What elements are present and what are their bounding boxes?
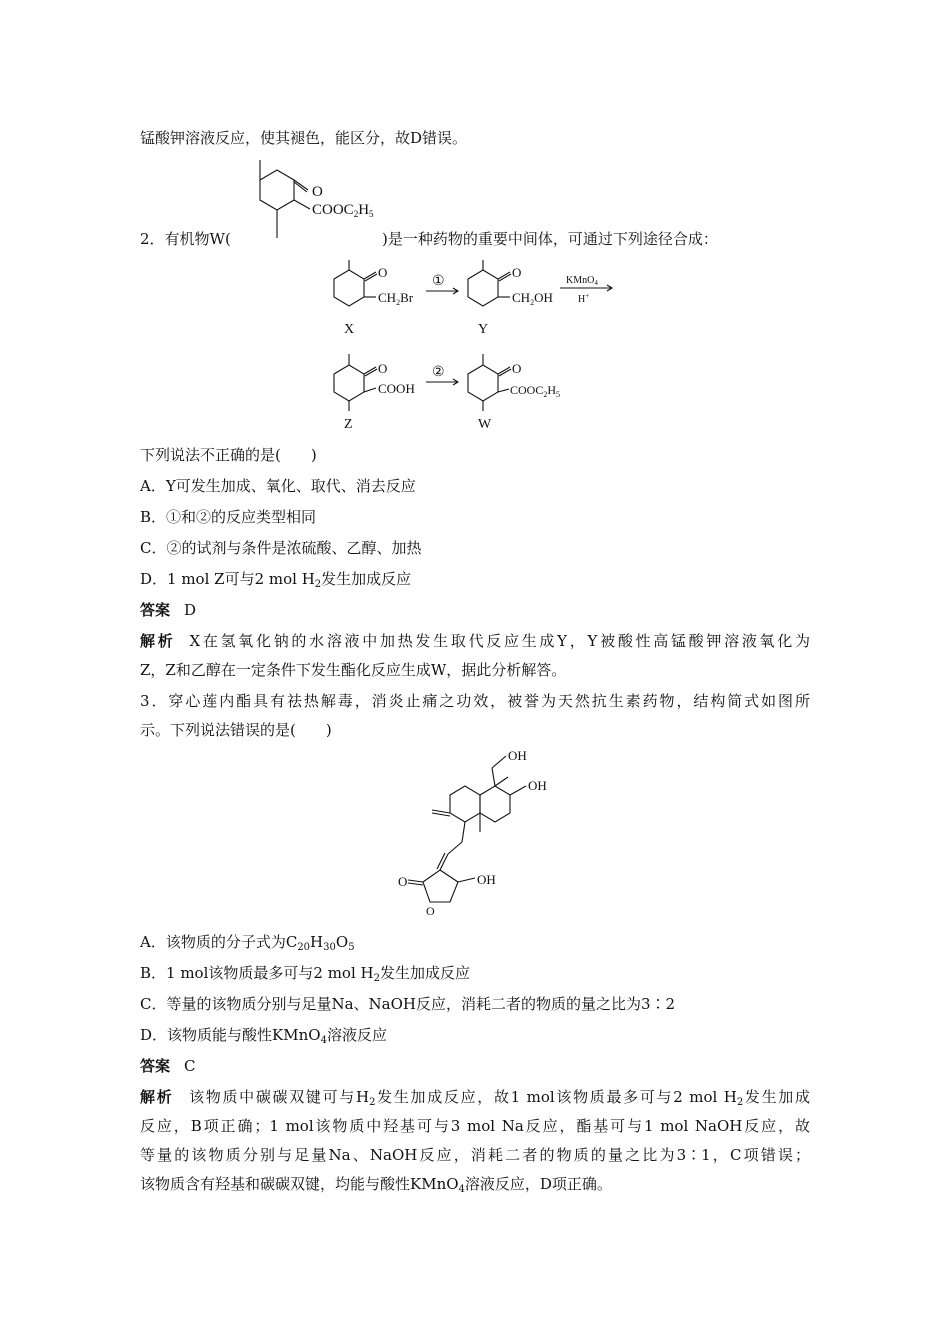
svg-text:O: O (378, 361, 388, 376)
svg-text:COOH: COOH (378, 381, 415, 396)
svg-text:O: O (512, 265, 522, 280)
q3-stem-line-1: 3．穿心莲内酯具有祛热解毒，消炎止痛之功效，被誉为天然抗生素药物，结构简式如图所 (140, 692, 810, 710)
q3-analysis-line-2: 反应，B项正确；1 mol该物质中羟基可与3 mol Na反应，酯基可与1 mol NaOH反应，故 (140, 1117, 810, 1135)
svg-text:O: O (426, 904, 435, 918)
q3-analysis-line-3: 等量的该物质分别与足量Na、NaOH反应，消耗二者的物质的量之比为3∶1，C项错误； (140, 1146, 810, 1164)
q3-stem-line-2: 示。下列说法错误的是( ) (140, 721, 332, 739)
step-2-label: ② (432, 365, 445, 380)
q3-option-a: A．该物质的分子式为$C_{20}H_{30}O_5$ (140, 933, 355, 953)
q2-stem-end: )是一种药物的重要中间体，可通过下列途径合成： (382, 230, 718, 248)
svg-text:O: O (512, 361, 522, 376)
compound-x-structure (334, 260, 414, 337)
q2-answer: 答案 D (140, 601, 197, 619)
compound-y-structure (468, 260, 553, 337)
q3-option-b: B．1 mol该物质最多可与2 mol $H_2$发生加成反应 (140, 964, 470, 984)
andrographolide-structure (390, 740, 590, 920)
q2-option-b: B．①和②的反应类型相同 (140, 508, 317, 526)
q3-option-d: D．该物质能与酸性KMnO$_4$溶液反应 (140, 1026, 387, 1046)
svg-text:CH2Br: $CH_2Br$ (378, 290, 414, 307)
compound-z-structure (334, 354, 415, 432)
label-w: W (478, 417, 492, 432)
svg-text:CH2OH: $CH_2OH$ (512, 290, 553, 307)
svg-text:OH: OH (477, 872, 496, 887)
synthesis-scheme (320, 255, 640, 435)
q3-answer: 答案 C (140, 1057, 196, 1075)
label-y: Y (478, 322, 489, 337)
q2-option-d: D．1 mol Z可与2 mol $H_2$发生加成反应 (140, 570, 412, 590)
q3-option-c: C．等量的该物质分别与足量Na、NaOH反应，消耗二者的物质的量之比为3∶2 (140, 995, 676, 1013)
svg-text:OH: OH (508, 748, 527, 763)
q2-stem-start: 2．有机物W( (140, 230, 231, 248)
step-1-label: ① (432, 274, 445, 289)
q2-analysis-line-2: Z，Z和乙醇在一定条件下发生酯化反应生成W，据此分析解答。 (140, 661, 567, 679)
q1-analysis-tail: 锰酸钾溶液反应，使其褪色，能区分，故D错误。 (140, 129, 468, 147)
w-inline-structure (230, 150, 400, 245)
q3-analysis-line-4: 该物质含有羟基和碳碳双键，均能与酸性KMnO$_4$溶液反应，D项正确。 (140, 1175, 612, 1195)
q2-analysis-line-1: 解析 X在氢氧化钠的水溶液中加热发生取代反应生成Y，Y被酸性高锰酸钾溶液氧化为 (140, 632, 810, 650)
svg-text:COOC2H5: $COOC_2H_5$ (312, 202, 374, 219)
q3-analysis-line-1: 解析 该物质中碳碳双键可与$H_2$发生加成反应，故1 mol该物质最多可与2 mol $H_2$发生加成 (140, 1088, 810, 1108)
svg-text:KMnO4: KMnO$_4$ (566, 275, 598, 287)
svg-text:COOC2H5: $COOC_2H_5$ (510, 383, 561, 399)
compound-w-structure (468, 354, 560, 432)
q2-option-a: A．Y可发生加成、氧化、取代、消去反应 (140, 477, 416, 495)
svg-text:OH: OH (528, 778, 547, 793)
svg-text:O: O (398, 874, 408, 889)
label-x: X (344, 322, 355, 337)
q2-question: 下列说法不正确的是( ) (140, 446, 317, 464)
q2-option-c: C．②的试剂与条件是浓硫酸、乙醇、加热 (140, 539, 422, 557)
label-z: Z (344, 417, 353, 432)
svg-text:O: O (378, 265, 388, 280)
svg-text:H+: H+ (578, 292, 590, 305)
svg-text:O: O (312, 184, 323, 200)
